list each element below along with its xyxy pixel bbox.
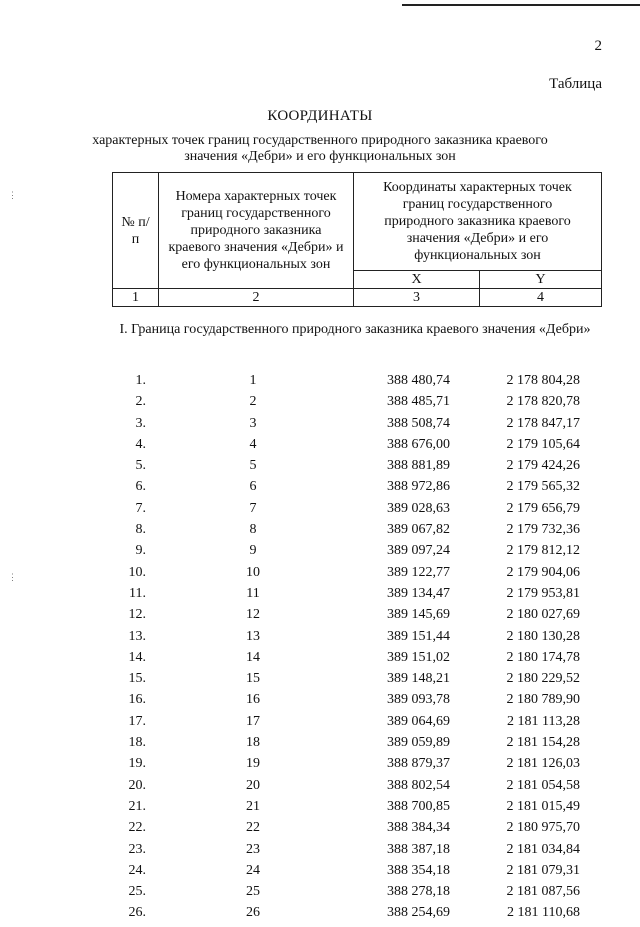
coord-x: 388 972,86 [387, 479, 450, 495]
coord-x: 388 676,00 [387, 436, 450, 452]
point-number: 13 [246, 628, 260, 644]
table-row [0, 565, 640, 586]
row-number: 11. [129, 585, 146, 601]
point-number: 3 [249, 415, 257, 431]
table-row [0, 820, 640, 841]
point-number: 5 [249, 458, 257, 474]
header-table [112, 172, 602, 307]
table-row [0, 692, 640, 713]
row-number: 3. [135, 415, 146, 431]
coord-y: 2 178 804,28 [506, 373, 580, 388]
coord-x: 389 151,44 [387, 628, 450, 644]
coord-x: 388 485,71 [387, 394, 450, 410]
header-x: X [354, 271, 480, 289]
coord-x: 389 059,89 [387, 735, 450, 751]
section-title: I. Граница государственного природного заказника краевого значения «Дебри» [119, 322, 591, 337]
coord-y: 2 181 087,56 [506, 884, 580, 900]
coordinates-list [0, 373, 640, 927]
row-number: 9. [135, 543, 146, 559]
coord-y: 2 180 975,70 [506, 820, 580, 836]
coord-y: 2 178 847,17 [506, 415, 580, 431]
point-number: 24 [246, 862, 260, 878]
top-rule [402, 4, 640, 6]
coord-x: 388 254,69 [387, 905, 450, 921]
header-y: Y [480, 271, 602, 289]
coord-x: 388 508,74 [387, 415, 450, 431]
coord-x: 388 354,18 [387, 862, 450, 878]
coord-y: 2 180 229,52 [506, 671, 580, 687]
table-row [0, 373, 640, 394]
coord-x: 388 881,89 [387, 458, 450, 474]
row-number: 21. [128, 798, 146, 814]
row-number: 1. [135, 373, 146, 388]
page-number: 2 [594, 38, 602, 54]
row-number: 26. [128, 905, 146, 921]
table-row [0, 714, 640, 735]
row-number: 12. [128, 607, 146, 623]
coord-y: 2 179 953,81 [506, 585, 580, 601]
margin-mark: ⋮ [8, 572, 17, 582]
table-row [0, 842, 640, 863]
table-row [0, 501, 640, 522]
row-number: 13. [128, 628, 146, 644]
table-row [0, 905, 640, 926]
row-number: 6. [135, 479, 146, 495]
coord-y: 2 181 054,58 [506, 777, 580, 793]
coord-x: 388 879,37 [387, 756, 450, 772]
point-number: 16 [246, 692, 260, 708]
coord-y: 2 179 904,06 [506, 564, 580, 580]
coord-y: 2 179 732,36 [506, 522, 580, 538]
row-number: 23. [128, 841, 146, 857]
row-number: 7. [135, 500, 146, 516]
margin-mark: ⋮ [8, 190, 17, 200]
point-number: 21 [246, 798, 260, 814]
coord-y: 2 179 656,79 [506, 500, 580, 516]
point-number: 20 [246, 777, 260, 793]
coord-y: 2 179 565,32 [506, 479, 580, 495]
point-number: 22 [246, 820, 260, 836]
table-row [0, 607, 640, 628]
coord-y: 2 180 130,28 [506, 628, 580, 644]
row-number: 18. [128, 735, 146, 751]
row-number: 5. [135, 458, 146, 474]
point-number: 6 [249, 479, 257, 495]
coord-y: 2 181 015,49 [506, 798, 580, 814]
point-number: 17 [246, 713, 260, 729]
coord-y: 2 180 027,69 [506, 607, 580, 623]
table-row [0, 629, 640, 650]
point-number: 9 [249, 543, 257, 559]
coord-x: 389 093,78 [387, 692, 450, 708]
point-number: 15 [246, 671, 260, 687]
row-number: 15. [128, 671, 146, 687]
coord-x: 388 278,18 [387, 884, 450, 900]
coord-x: 388 480,74 [387, 373, 450, 388]
row-number: 20. [128, 777, 146, 793]
table-label: Таблица [549, 76, 602, 92]
point-number: 1 [249, 373, 257, 388]
header-index-4: 4 [480, 289, 602, 307]
row-number: 4. [135, 436, 146, 452]
row-number: 25. [128, 884, 146, 900]
table-row [0, 884, 640, 905]
coord-x: 389 064,69 [387, 713, 450, 729]
point-number: 26 [246, 905, 260, 921]
table-row [0, 458, 640, 479]
point-number: 23 [246, 841, 260, 857]
coord-y: 2 178 820,78 [506, 394, 580, 410]
table-row [0, 671, 640, 692]
coord-y: 2 180 789,90 [506, 692, 580, 708]
coord-x: 389 028,63 [387, 500, 450, 516]
coord-x: 388 387,18 [387, 841, 450, 857]
coord-x: 389 151,02 [387, 649, 450, 665]
coord-y: 2 181 079,31 [506, 862, 580, 878]
document-title: КООРДИНАТЫ [267, 108, 373, 124]
coord-x: 388 700,85 [387, 798, 450, 814]
point-number: 18 [246, 735, 260, 751]
coord-y: 2 180 174,78 [506, 649, 580, 665]
coord-y: 2 181 034,84 [506, 841, 580, 857]
table-row [0, 586, 640, 607]
table-row [0, 543, 640, 564]
coord-x: 389 097,24 [387, 543, 450, 559]
point-number: 11 [246, 585, 260, 601]
coord-y: 2 179 424,26 [506, 458, 580, 474]
table-row [0, 437, 640, 458]
point-number: 7 [249, 500, 257, 516]
point-number: 10 [246, 564, 260, 580]
header-index-3: 3 [354, 289, 480, 307]
document-subtitle: характерных точек границ государственного природного заказника краевого значения «Дебри» и его функциональных зон [92, 133, 548, 164]
row-number: 22. [128, 820, 146, 836]
row-number: 19. [128, 756, 146, 772]
row-number: 2. [135, 394, 146, 410]
table-row [0, 394, 640, 415]
point-number: 14 [246, 649, 260, 665]
coord-x: 388 384,34 [387, 820, 450, 836]
table-row [0, 416, 640, 437]
point-number: 12 [246, 607, 260, 623]
header-coords: Координаты характерных точек границ государственного природного заказника краевого значения «Дебри» и его функциональных зон [354, 173, 602, 271]
point-number: 25 [246, 884, 260, 900]
header-index-1: 1 [113, 289, 159, 307]
coord-y: 2 181 154,28 [506, 735, 580, 751]
coord-x: 389 122,77 [387, 564, 450, 580]
header-index-2: 2 [159, 289, 354, 307]
point-number: 19 [246, 756, 260, 772]
row-number: 16. [128, 692, 146, 708]
row-number: 17. [128, 713, 146, 729]
coord-x: 388 802,54 [387, 777, 450, 793]
table-row [0, 479, 640, 500]
coord-x: 389 067,82 [387, 522, 450, 538]
header-points: Номера характерных точек границ государственного природного заказника краевого значения «Дебри» и его функциональных зон [159, 173, 354, 289]
point-number: 4 [249, 436, 257, 452]
coord-y: 2 181 126,03 [506, 756, 580, 772]
coord-y: 2 179 105,64 [506, 436, 580, 452]
coord-x: 389 134,47 [387, 585, 450, 601]
table-row [0, 522, 640, 543]
coord-x: 389 145,69 [387, 607, 450, 623]
coord-y: 2 181 110,68 [507, 905, 580, 921]
coord-y: 2 179 812,12 [506, 543, 580, 559]
row-number: 14. [128, 649, 146, 665]
table-row [0, 863, 640, 884]
coord-x: 389 148,21 [387, 671, 450, 687]
header-num: № п/п [113, 173, 159, 289]
table-row [0, 778, 640, 799]
table-row [0, 799, 640, 820]
row-number: 24. [128, 862, 146, 878]
table-row [0, 756, 640, 777]
row-number: 10. [128, 564, 146, 580]
row-number: 8. [135, 522, 146, 538]
point-number: 8 [249, 522, 257, 538]
table-row [0, 735, 640, 756]
point-number: 2 [249, 394, 257, 410]
coord-y: 2 181 113,28 [507, 713, 580, 729]
table-row [0, 650, 640, 671]
